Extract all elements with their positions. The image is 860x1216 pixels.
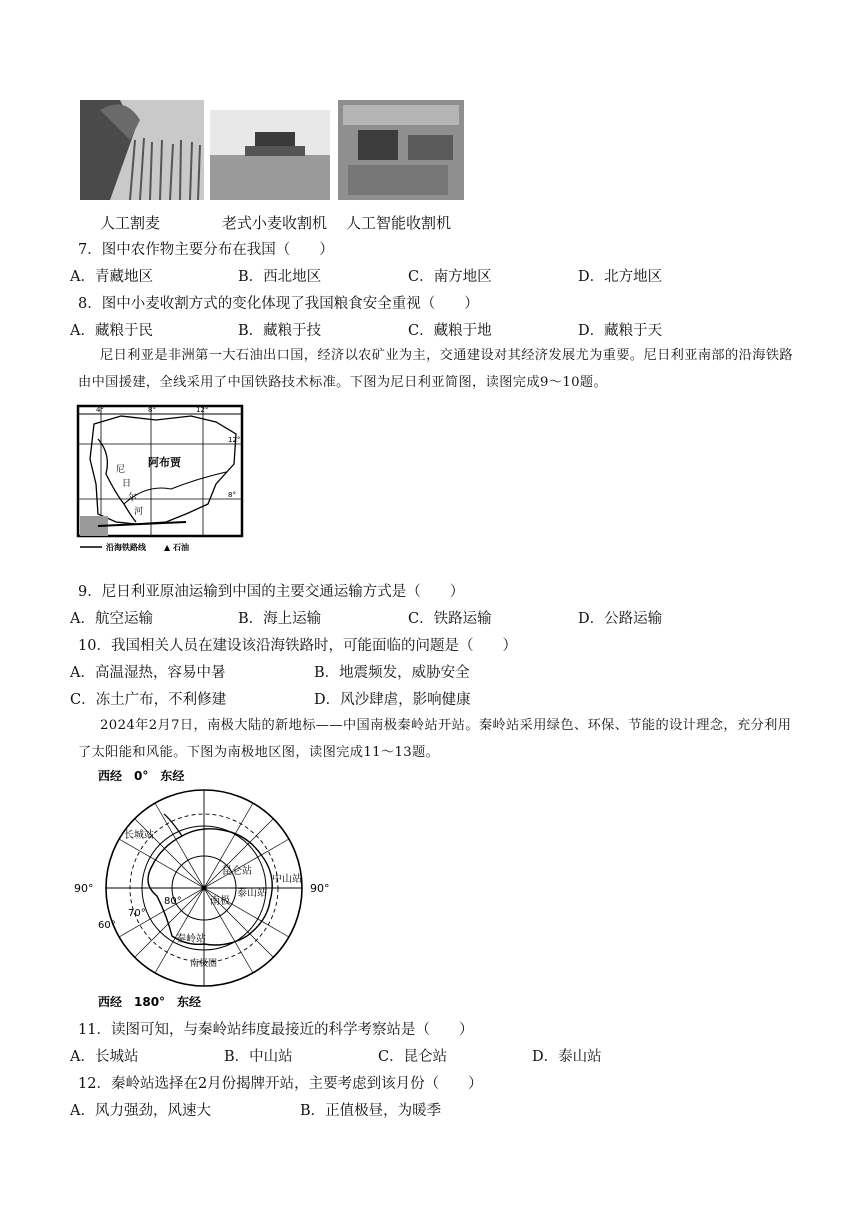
lat-label-8: 8° bbox=[228, 491, 236, 499]
q7-option-a: A．青藏地区 bbox=[70, 269, 153, 285]
passage-antarctica bbox=[78, 712, 798, 766]
caption-ai-harvester: 人工智能收割机 bbox=[346, 214, 452, 232]
caption-manual-harvest: 人工割麦 bbox=[100, 214, 161, 232]
passage-nigeria bbox=[78, 342, 798, 396]
q9-option-d: D．公路运输 bbox=[578, 611, 663, 627]
q10-option-c: C．冻土广布，不利修建 bbox=[70, 692, 227, 708]
station-qinling: 秦岭站 bbox=[176, 934, 206, 945]
q7-option-b: B．西北地区 bbox=[238, 269, 322, 285]
question-10: 10．我国相关人员在建设该沿海铁路时，可能面临的问题是（ ） bbox=[78, 638, 517, 654]
station-zhongshan: 中山站 bbox=[272, 874, 302, 885]
q12-option-b: B．正值极昼，为暖季 bbox=[300, 1103, 442, 1119]
ai-harvester-photo bbox=[338, 100, 464, 200]
right-90-label: 90° bbox=[310, 882, 330, 895]
river-label-3: 尔 bbox=[128, 493, 138, 503]
abuja-label: 阿布贾 bbox=[148, 456, 181, 469]
nigeria-map-svg bbox=[76, 404, 244, 552]
q9-option-b: B．海上运输 bbox=[238, 611, 322, 627]
q12-option-a: A．风力强劲，风速大 bbox=[70, 1103, 211, 1119]
question-11: 11．读图可知，与秦岭站纬度最接近的科学考察站是（ ） bbox=[78, 1022, 474, 1038]
lon-label-4: 4° bbox=[96, 406, 104, 414]
question-7: 7．图中农作物主要分布在我国（ ） bbox=[78, 242, 334, 258]
passage-nigeria-text: 尼日利亚是非洲第一大石油出口国，经济以农矿业为主，交通建设对其经济发展尤为重要。尼日利亚南部的沿海铁路由中国援建，全线采用了中国铁路技术标准。下图为尼日利亚简图，读图完成9～10题。 bbox=[78, 348, 793, 390]
q9-option-a: A．航空运输 bbox=[70, 611, 153, 627]
q11-option-d: D．泰山站 bbox=[532, 1049, 602, 1065]
antarctic-circle-label: 南极圈 bbox=[190, 959, 218, 969]
q9-option-c: C．铁路运输 bbox=[408, 611, 492, 627]
q7-option-d: D．北方地区 bbox=[578, 269, 663, 285]
q11-option-c: C．昆仑站 bbox=[378, 1049, 448, 1065]
river-label-4: 河 bbox=[134, 507, 144, 517]
caption-old-harvester: 老式小麦收割机 bbox=[222, 214, 328, 232]
lat-70-label: 70° bbox=[128, 908, 146, 919]
lat-80-label: 80° bbox=[164, 896, 182, 907]
top-meridian-label: 西经 0° 东经 bbox=[98, 769, 185, 783]
nigeria-map bbox=[76, 404, 244, 552]
left-90-label: 90° bbox=[74, 882, 94, 895]
question-9: 9．尼日利亚原油运输到中国的主要交通运输方式是（ ） bbox=[78, 584, 465, 600]
antarctic-map bbox=[72, 766, 334, 1012]
q8-option-a: A．藏粮于民 bbox=[70, 323, 153, 339]
lon-label-12: 12° bbox=[196, 406, 209, 414]
q10-option-d: D．风沙肆虐，影响健康 bbox=[314, 692, 471, 708]
station-taishan: 泰山站 bbox=[237, 888, 267, 899]
legend-rail-label: 沿海铁路线 bbox=[106, 543, 146, 552]
q8-option-c: C．藏粮于地 bbox=[408, 323, 492, 339]
q11-option-b: B．中山站 bbox=[224, 1049, 293, 1065]
q11-option-a: A．长城站 bbox=[70, 1049, 139, 1065]
lat-label-12: 12° bbox=[228, 436, 241, 444]
antarctic-map-svg bbox=[72, 766, 334, 1012]
q7-option-c: C．南方地区 bbox=[408, 269, 492, 285]
legend-oil-icon: ▲ bbox=[164, 543, 171, 552]
south-pole-label: 南极 bbox=[210, 896, 230, 907]
old-harvester-photo bbox=[210, 110, 330, 200]
old-harvester-image bbox=[210, 110, 330, 200]
manual-harvest-image bbox=[80, 100, 204, 200]
lat-60-label: 60° bbox=[98, 920, 116, 931]
question-12: 12．秦岭站选择在2月份揭牌开站，主要考虑到该月份（ ） bbox=[78, 1076, 483, 1092]
river-label-2: 日 bbox=[122, 479, 132, 489]
south-pole-point bbox=[202, 886, 207, 891]
station-kunlun: 昆仑站 bbox=[222, 866, 252, 877]
station-great-wall: 长城站 bbox=[124, 830, 154, 841]
ai-harvester-image bbox=[338, 100, 464, 200]
legend-oil-label: 石油 bbox=[173, 543, 189, 552]
q10-option-a: A．高温湿热，容易中暑 bbox=[70, 665, 226, 681]
q10-option-b: B．地震频发，威胁安全 bbox=[314, 665, 470, 681]
manual-harvest-photo bbox=[80, 100, 204, 200]
question-8: 8．图中小麦收割方式的变化体现了我国粮食安全重视（ ） bbox=[78, 296, 479, 312]
river-label-1: 尼 bbox=[116, 465, 126, 475]
passage-antarctica-text: 2024年2月7日，南极大陆的新地标——中国南极秦岭站开站。秦岭站采用绿色、环保、节能的设计理念，充分利用了太阳能和风能。下图为南极地区图，读图完成11～13题。 bbox=[78, 718, 792, 760]
lon-label-8: 8° bbox=[148, 406, 156, 414]
q8-option-b: B．藏粮于技 bbox=[238, 323, 322, 339]
bottom-meridian-label: 西经 180° 东经 bbox=[98, 995, 202, 1009]
q8-option-d: D．藏粮于天 bbox=[578, 323, 663, 339]
